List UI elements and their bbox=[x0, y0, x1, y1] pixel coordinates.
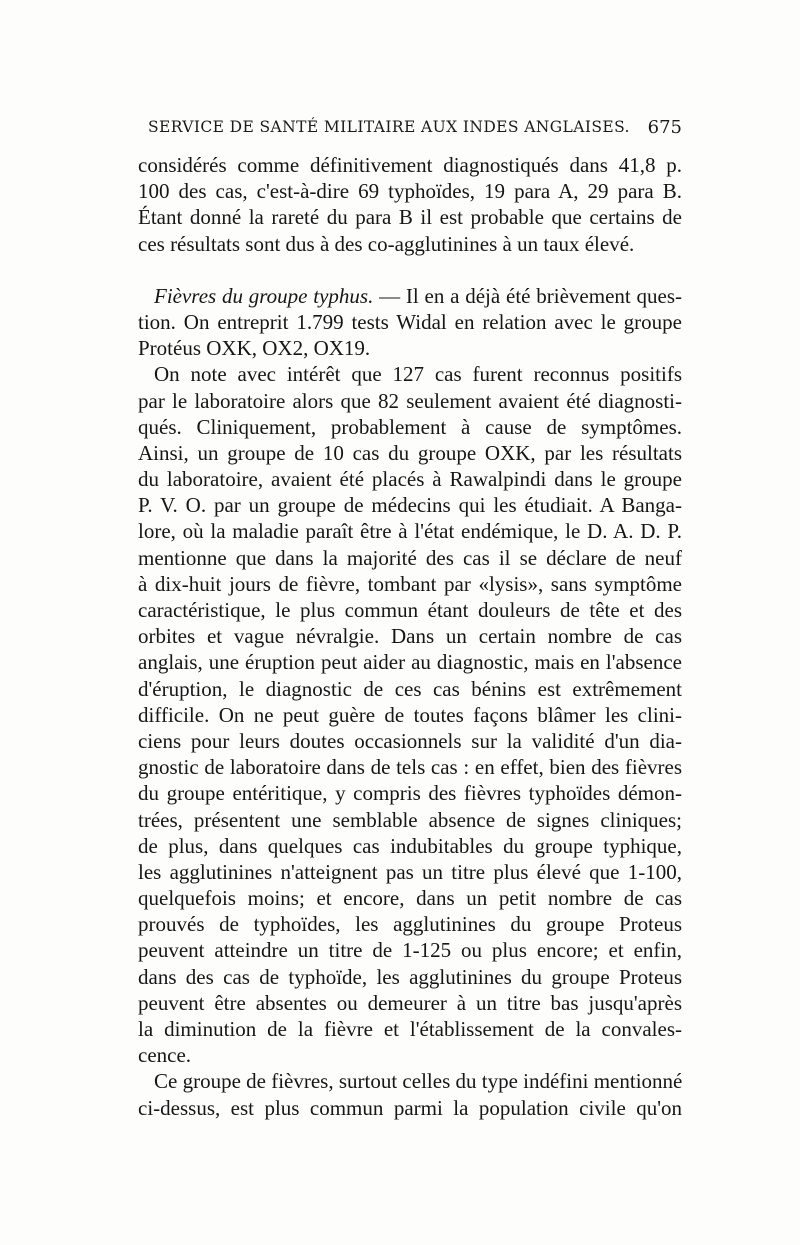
text-line: caractéristique, le plus commun étant douleurs de tête et des bbox=[138, 598, 682, 622]
running-title: SERVICE DE SANTÉ MILITAIRE AUX INDES ANGLAISES. bbox=[148, 118, 630, 136]
text-line: 100 des cas, c'est-à-dire 69 typhoïdes, 19 para A, 29 para B. bbox=[138, 179, 682, 204]
text-line: les agglutinines n'atteignent pas un titre plus élevé que 1-100, bbox=[138, 859, 682, 884]
text-line: ciens pour leurs doutes occasionnels sur la validité d'un dia- bbox=[138, 728, 682, 753]
text-line: anglais, une éruption peut aider au diagnostic, mais en l'absence bbox=[138, 650, 682, 675]
text-line: lore, où la maladie paraît être à l'état endémique, le D. A. D. P. bbox=[138, 519, 682, 544]
text-line: peuvent atteindre un titre de 1-125 ou plus encore; et enfin, bbox=[138, 938, 682, 963]
text-line: Étant donné la rareté du para B il est probable que certains de bbox=[138, 205, 682, 230]
text-line: dans des cas de typhoïde, les agglutinines du groupe Proteus bbox=[138, 964, 682, 989]
text-line: Ce groupe de fièvres, surtout celles du type indéfini mentionné bbox=[154, 1069, 682, 1094]
text-line: P. V. O. par un groupe de médecins qui les étudiait. A Banga- bbox=[138, 493, 682, 518]
paragraph-typhus-heading bbox=[138, 283, 682, 362]
text-line: par le laboratoire alors que 82 seulement avaient été diagnosti- bbox=[138, 388, 682, 413]
page-body bbox=[138, 152, 682, 1121]
text-line: d'éruption, le diagnostic de ces cas bénins est extrêmement bbox=[138, 676, 682, 701]
text-line: considérés comme définitivement diagnostiqués dans 41,8 p. bbox=[138, 153, 682, 177]
text-line: à dix-huit jours de fièvre, tombant par «lysis», sans symptôme bbox=[138, 571, 682, 596]
text-line: la diminution de la fièvre et l'établissement de la convales- bbox=[138, 1017, 682, 1041]
text-line: Protéus OXK, OX2, OX19. bbox=[138, 336, 371, 361]
paragraph-continuation bbox=[138, 152, 682, 257]
text-line: de plus, dans quelques cas indubitables du groupe typhique, bbox=[138, 833, 682, 858]
text-line: qués. Cliniquement, probablement à cause de symptômes. bbox=[138, 414, 682, 439]
text-line: On note avec intérêt que 127 cas furent reconnus positifs bbox=[154, 362, 682, 387]
section-heading: Fièvres du groupe typhus. bbox=[154, 283, 374, 308]
text-line: peuvent être absentes ou demeurer à un titre bas jusqu'après bbox=[138, 990, 682, 1015]
page-number: 675 bbox=[647, 117, 682, 138]
text-line: prouvés de typhoïdes, les agglutinines du groupe Proteus bbox=[138, 912, 682, 937]
text-line: cence. bbox=[138, 1043, 192, 1068]
text-line: du laboratoire, avaient été placés à Rawalpindi dans le groupe bbox=[138, 467, 682, 492]
text-line: gnostic de laboratoire dans de tels cas : en effet, bien des fièvres bbox=[138, 755, 682, 780]
text-line: tion. On entreprit 1.799 tests Widal en relation avec le groupe bbox=[138, 309, 682, 334]
text-line: mentionne que dans la majorité des cas il se déclare de neuf bbox=[138, 545, 682, 570]
running-header bbox=[148, 118, 682, 144]
text-line: quelquefois moins; et encore, dans un petit nombre de cas bbox=[138, 886, 682, 911]
paragraph-gap bbox=[138, 257, 682, 283]
text-line: ces résultats sont dus à des co-agglutinines à un taux élevé. bbox=[138, 231, 635, 256]
paragraph-final bbox=[138, 1068, 682, 1120]
text-line: du groupe entéritique, y compris des fièvres typhoïdes démon- bbox=[138, 781, 682, 806]
text-line: Ainsi, un groupe de 10 cas du groupe OXK, par les résultats bbox=[138, 440, 682, 465]
text-line: difficile. On ne peut guère de toutes façons blâmer les clini- bbox=[138, 702, 682, 727]
text-line: ci-dessus, est plus commun parmi la population civile qu'on bbox=[138, 1095, 682, 1120]
heading-continuation: — Il en a déjà été brièvement ques- bbox=[373, 283, 682, 308]
text-line: orbites et vague névralgie. Dans un certain nombre de cas bbox=[138, 624, 682, 649]
text-line bbox=[138, 283, 682, 309]
paragraph-main bbox=[138, 361, 682, 1068]
text-line: trées, présentent une semblable absence de signes cliniques; bbox=[138, 807, 682, 832]
